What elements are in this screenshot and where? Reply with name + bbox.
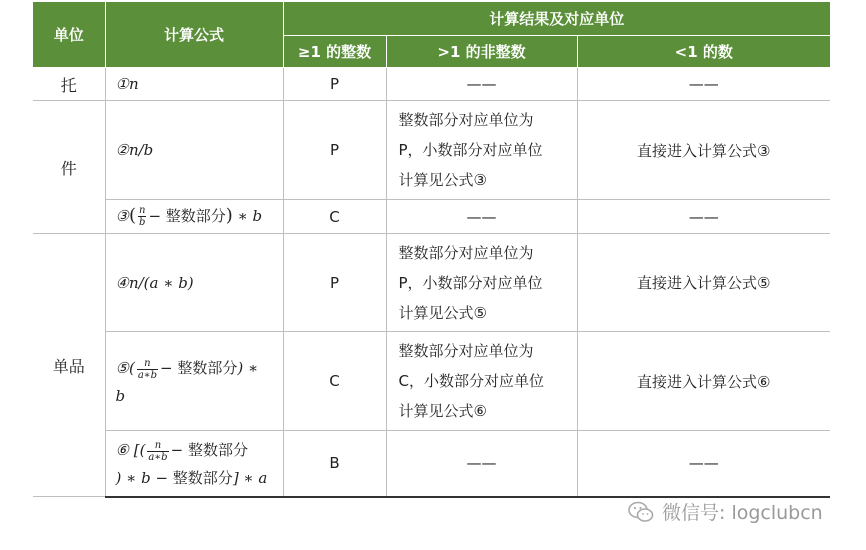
header-gt1-nonint: >1 的非整数 <box>386 36 577 68</box>
formula-cell: ⑥ [( $\frac{n}{a∗b}$ − 整数部分 ) ∗ b − 整数部分] ∗ a <box>105 431 283 497</box>
watermark <box>628 498 823 525</box>
unit-cell-jian: 件 <box>33 101 105 234</box>
desc-line: 计算见公式⑥ <box>398 402 487 420</box>
gt1-cell <box>386 101 577 200</box>
gt1-cell: —— <box>386 431 577 497</box>
formula-cell: ①n <box>105 68 283 101</box>
watermark-text: 微信号: logclubcn <box>662 502 823 524</box>
ge1-cell: P <box>283 234 386 332</box>
unit-cell-danpin: 单品 <box>33 234 105 497</box>
table-row <box>33 200 830 234</box>
gt1-cell <box>386 332 577 431</box>
header-result-group: 计算结果及对应单位 <box>283 2 830 36</box>
ge1-cell: P <box>283 101 386 200</box>
formula-cell: ⑤( $\frac{n}{a∗b}$ − 整数部分) ∗ b <box>105 332 283 431</box>
table-row <box>33 234 830 332</box>
desc-line: P，小数部分对应单位 <box>398 273 543 292</box>
ge1-cell: B <box>283 431 386 497</box>
fraction: $\frac{n}{a∗b}$ <box>137 357 157 381</box>
table-row <box>33 332 830 431</box>
unit-cell-tuo: 托 <box>33 68 105 101</box>
table-row <box>33 431 830 497</box>
gt1-cell: —— <box>386 68 577 101</box>
gt1-cell: —— <box>386 200 577 234</box>
desc-line: C，小数部分对应单位 <box>398 372 544 390</box>
desc-line: 整数部分对应单位为 <box>398 342 534 360</box>
desc-line: 计算见公式③ <box>398 171 487 189</box>
gt1-cell <box>386 234 577 332</box>
ge1-cell: P <box>283 68 386 101</box>
lt1-cell: —— <box>577 431 830 497</box>
formula-table <box>33 2 830 498</box>
wechat-icon <box>628 501 654 523</box>
desc-line: 整数部分对应单位为 <box>398 111 534 129</box>
desc-line: 计算见公式⑤ <box>398 303 487 322</box>
header-ge1-int: ≥1 的整数 <box>283 36 386 68</box>
header-unit: 单位 <box>33 2 105 68</box>
formula-cell: ③( $\frac{n}{b}$ − 整数部分) ∗ b <box>105 200 283 234</box>
lt1-cell: 直接进入计算公式⑥ <box>577 332 830 431</box>
table-row <box>33 68 830 101</box>
header-lt1: <1 的数 <box>577 36 830 68</box>
lt1-cell: 直接进入计算公式③ <box>577 101 830 200</box>
ge1-cell: C <box>283 332 386 431</box>
desc-line: P，小数部分对应单位 <box>398 141 543 159</box>
lt1-cell: 直接进入计算公式⑤ <box>577 234 830 332</box>
table-row <box>33 101 830 200</box>
formula-cell: ②n/b <box>105 101 283 200</box>
desc-line: 整数部分对应单位为 <box>398 243 534 262</box>
ge1-cell: C <box>283 200 386 234</box>
lt1-cell: —— <box>577 200 830 234</box>
fraction: $\frac{n}{a∗b}$ <box>148 439 168 463</box>
lt1-cell: —— <box>577 68 830 101</box>
formula-cell: ④n/(a ∗ b) <box>105 234 283 332</box>
header-formula: 计算公式 <box>105 2 283 68</box>
fraction: $\frac{n}{b}$ <box>138 205 146 229</box>
